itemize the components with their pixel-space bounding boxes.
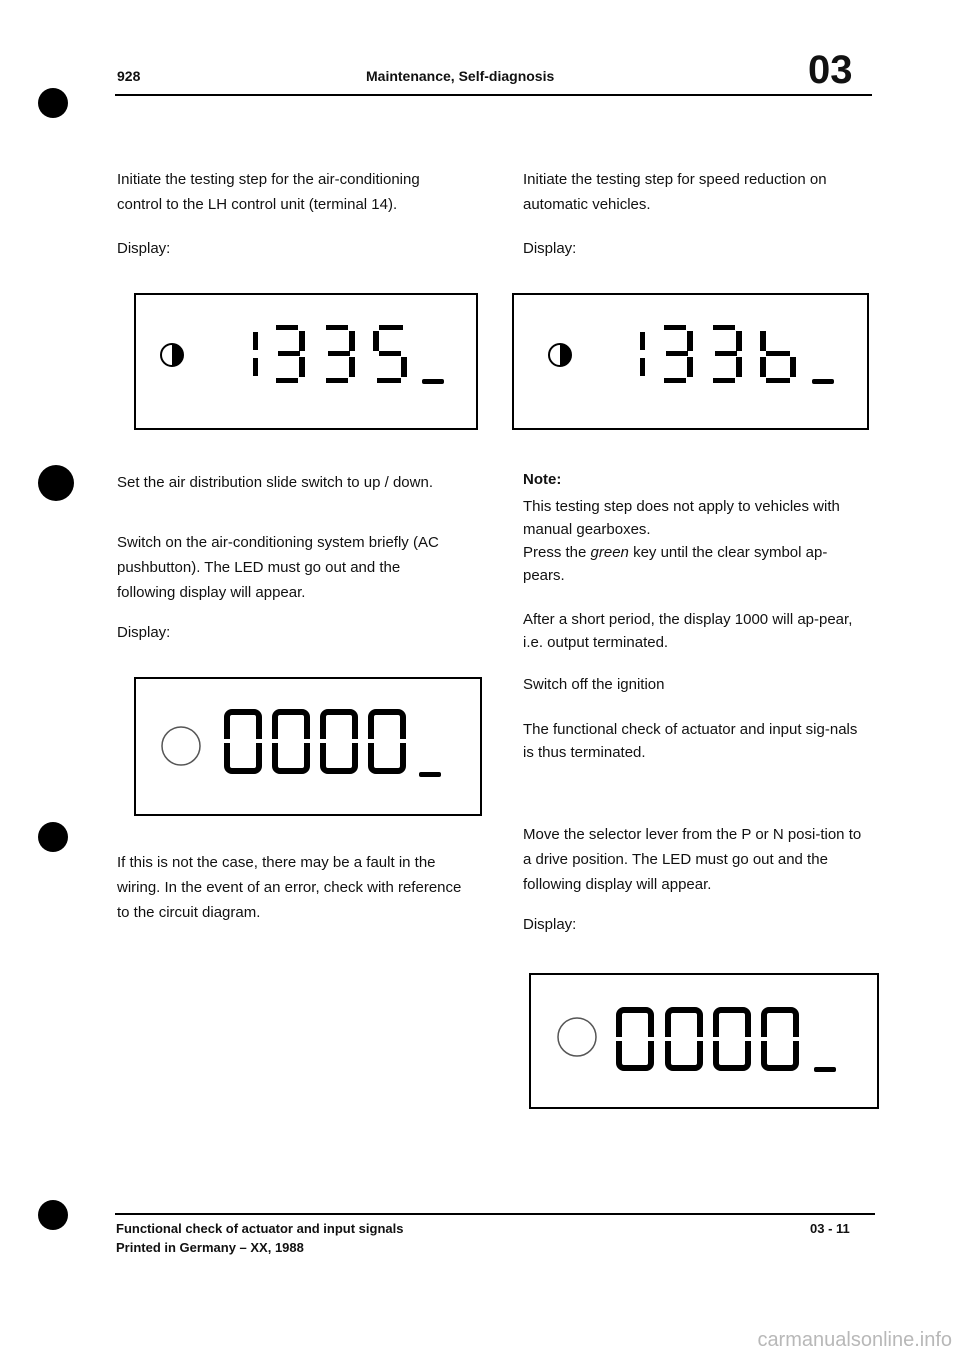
left-instruction-2: Switch on the air-conditioning system briefly (AC pushbutton). The LED must go out and the following display will appear. [117, 534, 439, 601]
right-intro: Initiate the testing step for speed reduction on automatic vehicles. [523, 171, 827, 213]
left-display-label-2: Display: [117, 624, 171, 641]
led-on-icon [549, 344, 571, 366]
lcd-display-1335 [134, 293, 478, 430]
footer-title: Functional check of actuator and input signals [116, 1221, 404, 1236]
header-model: 928 [117, 68, 141, 84]
lcd-digit-group [253, 325, 444, 384]
note-text-2 [523, 541, 853, 587]
watermark: carmanualsonline.info [757, 1329, 952, 1351]
led-on-icon [161, 344, 183, 366]
note-text-2-emphasis: green [590, 544, 629, 561]
note-text-5: The functional check of actuator and input sig-nals is thus terminated. [523, 721, 858, 761]
lcd-underscore [419, 772, 441, 777]
binder-hole [38, 1200, 68, 1230]
lcd-digit-group [640, 325, 834, 384]
footer-page-number: 03 - 11 [810, 1221, 850, 1236]
lcd-segment-gaps [221, 739, 409, 743]
lcd-display-1335-graphic [136, 295, 476, 428]
left-display-label-1: Display: [117, 240, 171, 257]
note-heading: Note: [523, 471, 562, 488]
lcd-underscore [814, 1067, 836, 1072]
note-text-2-after: key until the clear symbol ap-pears. [523, 544, 828, 584]
note-text-4: Switch off the ignition [523, 676, 665, 693]
left-instruction-1: Set the air distribution slide switch to up / down. [117, 474, 433, 491]
note-text-1: This testing step does not apply to vehicles with manual gearboxes. [523, 498, 840, 538]
note-text-2-before: Press the [523, 544, 591, 561]
lcd-display-0000-left [134, 677, 482, 816]
right-instruction: Move the selector lever from the P or N posi-tion to a drive position. The LED must go out and the following display will appear. [523, 826, 862, 893]
right-display-label-2: Display: [523, 916, 577, 933]
led-off-icon [558, 1018, 596, 1056]
right-display-label-1: Display: [523, 240, 577, 257]
binder-hole [38, 465, 74, 501]
binder-hole [38, 822, 68, 852]
lcd-display-1336 [512, 293, 869, 430]
note-text-3: After a short period, the display 1000 will ap-pear, i.e. output terminated. [523, 611, 853, 651]
binder-hole [38, 88, 68, 118]
left-fault-note: If this is not the case, there may be a fault in the wiring. In the event of an error, check with reference to the circuit diagram. [117, 854, 462, 921]
header-chapter: 03 [808, 48, 853, 92]
left-intro: Initiate the testing step for the air-conditioning control to the LH control unit (terminal 14). [117, 171, 420, 213]
header-section-title: Maintenance, Self-diagnosis [366, 68, 555, 84]
led-off-icon [162, 727, 200, 765]
header-rule [115, 94, 872, 96]
lcd-display-0000-right [529, 973, 879, 1109]
lcd-display-0000-left-graphic [136, 679, 480, 814]
lcd-segment-gaps [613, 1037, 802, 1041]
footer-printed: Printed in Germany – XX, 1988 [116, 1240, 304, 1255]
lcd-display-0000-right-graphic [531, 975, 877, 1107]
footer-rule [115, 1213, 875, 1215]
lcd-display-1336-graphic [514, 295, 867, 428]
